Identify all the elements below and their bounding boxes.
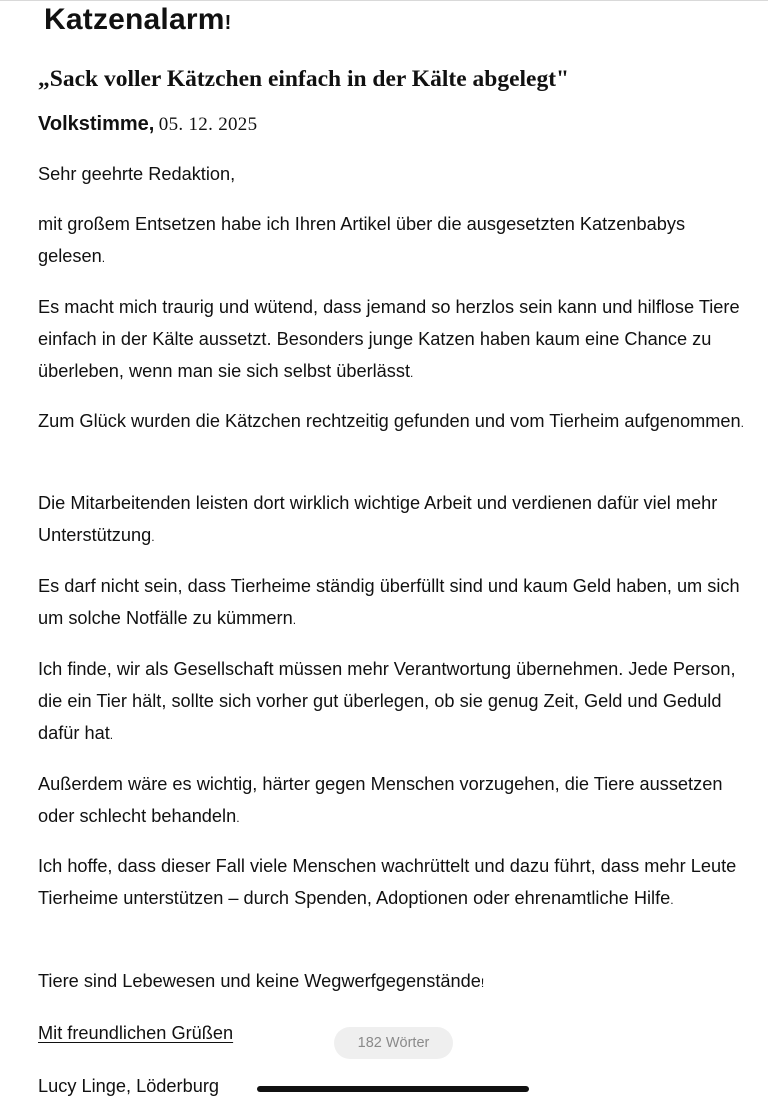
- paragraph-7: [38, 768, 753, 834]
- paragraph-text: Ich finde, wir als Gesellschaft müssen mehr Verantwortung übernehmen. Jede Person, die ein Tier hält, sollte sich vorher gut überlegen, ob sie genug Zeit, Geld und Geduld dafür hat: [38, 659, 736, 743]
- paragraph-end: .: [410, 366, 414, 380]
- article-date: 05. 12. 2025: [158, 114, 258, 135]
- paragraph-text: Es darf nicht sein, dass Tierheime ständig überfüllt sind und kaum Geld haben, um sich um solche Notfälle zu kümmern: [38, 576, 740, 628]
- paragraph-end: .: [236, 811, 240, 825]
- paragraph-2: [38, 291, 753, 389]
- paragraph-6: [38, 653, 753, 751]
- paragraph-end: .: [151, 530, 155, 544]
- paragraph-text: Es macht mich traurig und wütend, dass jemand so herzlos sein kann und hilflose Tiere einfach in der Kälte aussetzt. Besonders junge Katzen haben kaum eine Chance zu überleben, wenn man sie sich selbst überlässt: [38, 297, 740, 381]
- paragraph-3: [38, 405, 753, 439]
- paragraph-9: [38, 965, 753, 999]
- home-indicator[interactable]: [257, 1086, 529, 1092]
- paragraph-text: Tiere sind Lebewesen und keine Wegwerfgegenstände: [38, 971, 481, 991]
- salutation: Sehr geehrte Redaktion,: [38, 164, 236, 184]
- paragraph-text: Außerdem wäre es wichtig, härter gegen Menschen vorzugehen, die Tiere aussetzen oder schlecht behandeln: [38, 774, 723, 826]
- closing-phrase: Mit freundlichen Grüßen: [38, 1023, 234, 1043]
- paragraph-text: mit großem Entsetzen habe ich Ihren Artikel über die ausgesetzten Katzenbabys gelesen: [38, 214, 686, 266]
- paragraph-end: .: [740, 416, 744, 430]
- paragraph-end: .: [109, 728, 114, 742]
- article-headline: „Sack voller Kätzchen einfach in der Kälte abgelegt": [38, 66, 570, 92]
- paragraph-5: [38, 570, 753, 636]
- paragraph-text: Ich hoffe, dass dieser Fall viele Menschen wachrüttelt und dazu führt, dass mehr Leute Tierheime unterstützen – durch Spenden, Adoptionen oder ehrenamtliche Hilfe: [38, 856, 737, 908]
- document-title: [44, 2, 231, 41]
- paragraph-end: .: [670, 893, 674, 907]
- paragraph-end: .: [101, 251, 106, 265]
- paragraph-1: [38, 208, 753, 274]
- paragraph-text: Zum Glück wurden die Kätzchen rechtzeitig gefunden und vom Tierheim aufgenommen: [38, 411, 741, 431]
- paragraph-end: !: [480, 976, 485, 990]
- paragraph-4: [38, 487, 753, 553]
- signature: Lucy Linge, Löderburg: [38, 1076, 219, 1096]
- word-count-badge[interactable]: 182 Wörter: [334, 1027, 453, 1059]
- paragraph-end: .: [292, 613, 297, 627]
- newspaper-name: Volkstimme,: [38, 113, 155, 135]
- paragraph-8: [38, 850, 753, 916]
- article-source: [38, 110, 257, 140]
- top-border: [0, 0, 768, 1]
- paragraph-text: Die Mitarbeitenden leisten dort wirklich wichtige Arbeit und verdienen dafür viel mehr Unterstützung: [38, 493, 718, 545]
- title-text: Katzenalarm: [44, 3, 225, 36]
- title-punctuation: !: [224, 12, 232, 34]
